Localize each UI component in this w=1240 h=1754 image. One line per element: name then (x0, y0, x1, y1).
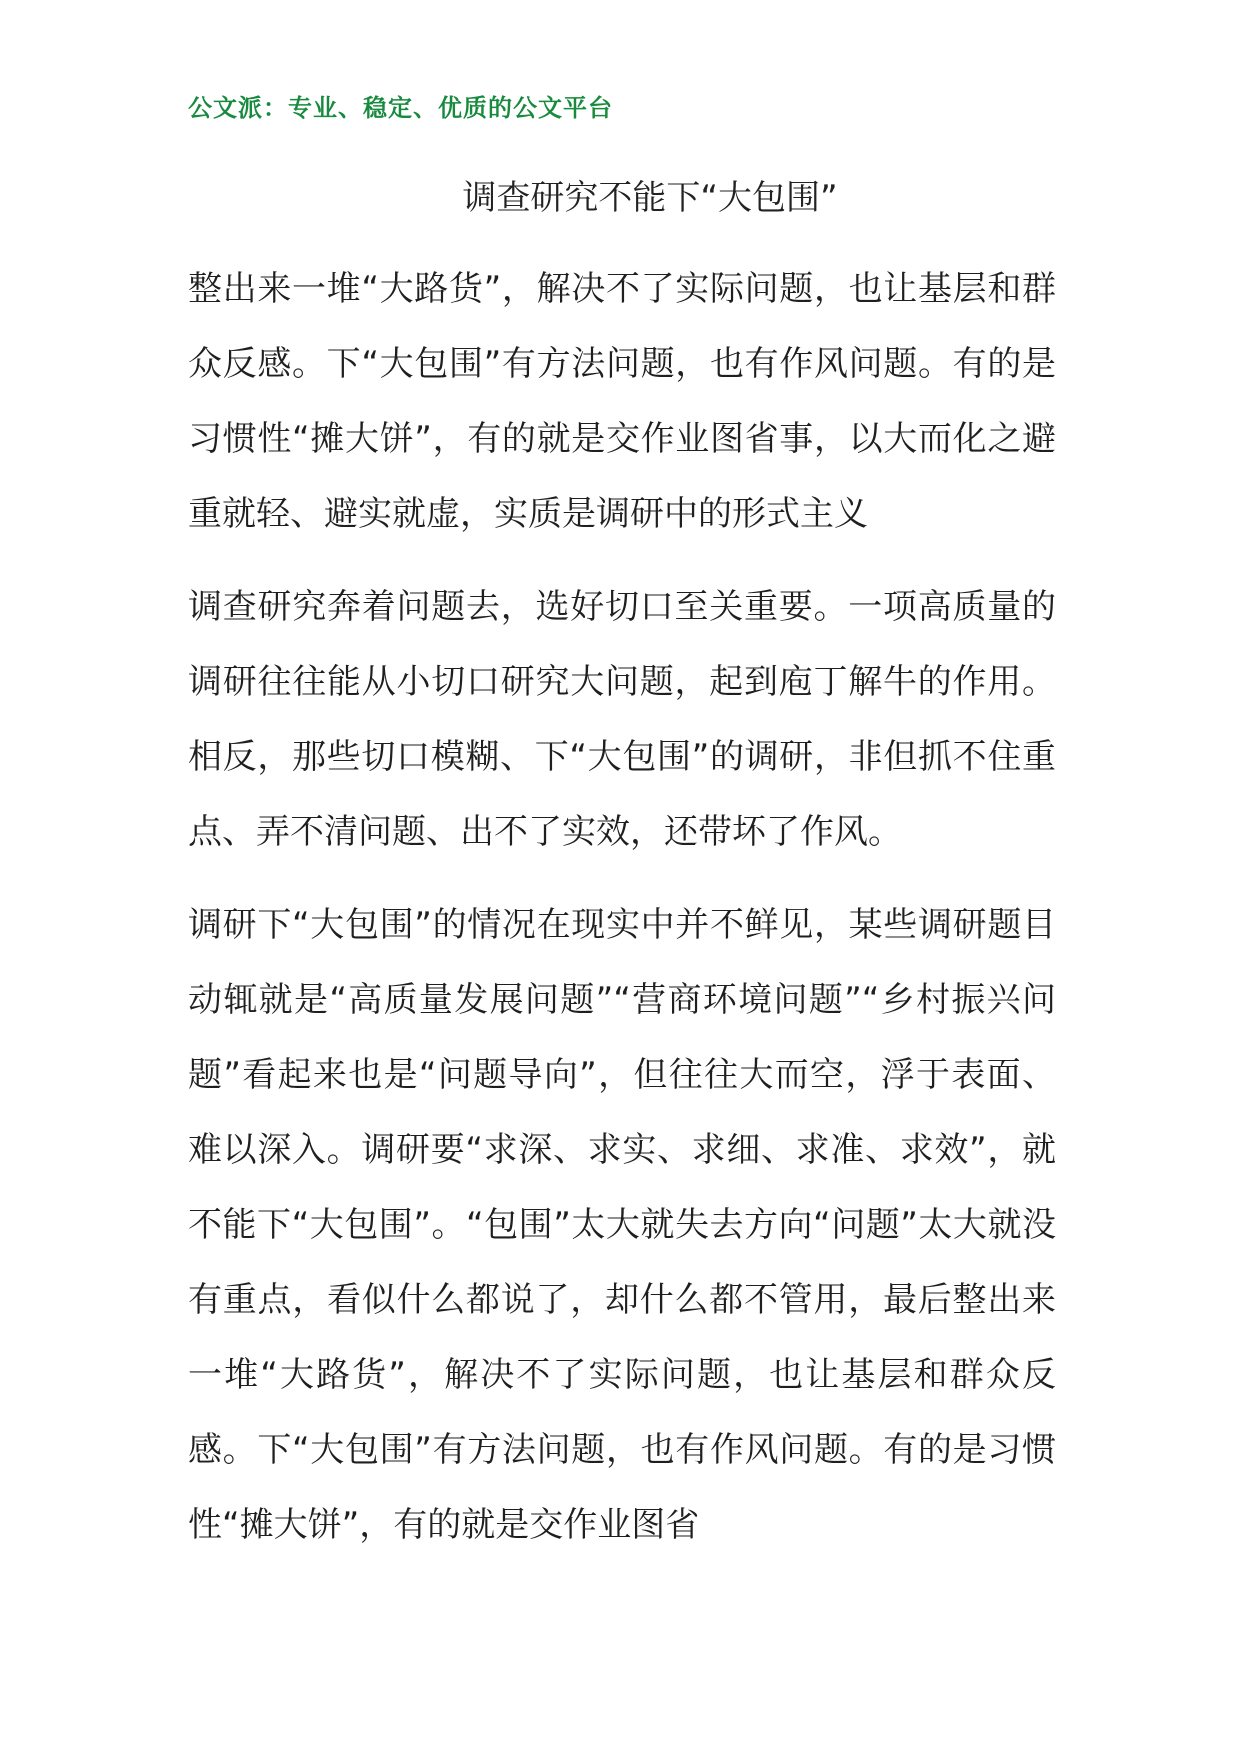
document-body (188, 252, 1056, 1581)
paragraph-1: 整出来一堆“大路货”，解决不了实际问题，也让基层和群众反感。下“大包围”有方法问题，也有作风问题。有的是习惯性“摊大饼”，有的就是交作业图省事，以大而化之避重就轻、避实就虚，实质是调研中的形式主义 (188, 269, 1056, 534)
paragraph-3: 调研下“大包围”的情况在现实中并不鲜见，某些调研题目动辄就是“高质量发展问题”“营商环境问题”“乡村振兴问题”看起来也是“问题导向”，但往往大而空，浮于表面、难以深入。调研要“求深、求实、求细、求准、求效”，就不能下“大包围”。“包围”太大就失去方向“问题”太大就没有重点，看似什么都说了，却什么都不管用，最后整出来一堆“大路货”，解决不了实际问题，也让基层和群众反感。下“大包围”有方法问题，也有作风问题。有的是习惯性“摊大饼”，有的就是交作业图省 (188, 905, 1056, 1545)
paragraph-2: 调查研究奔着问题去，选好切口至关重要。一项高质量的调研往往能从小切口研究大问题，起到庖丁解牛的作用。相反，那些切口模糊、下“大包围”的调研，非但抓不住重点、弄不清问题、出不了实效，还带坏了作风。 (188, 587, 1056, 852)
site-tagline: 公文派：专业、稳定、优质的公文平台 (188, 93, 613, 122)
document-title: 调查研究不能下“大包围” (462, 178, 838, 218)
